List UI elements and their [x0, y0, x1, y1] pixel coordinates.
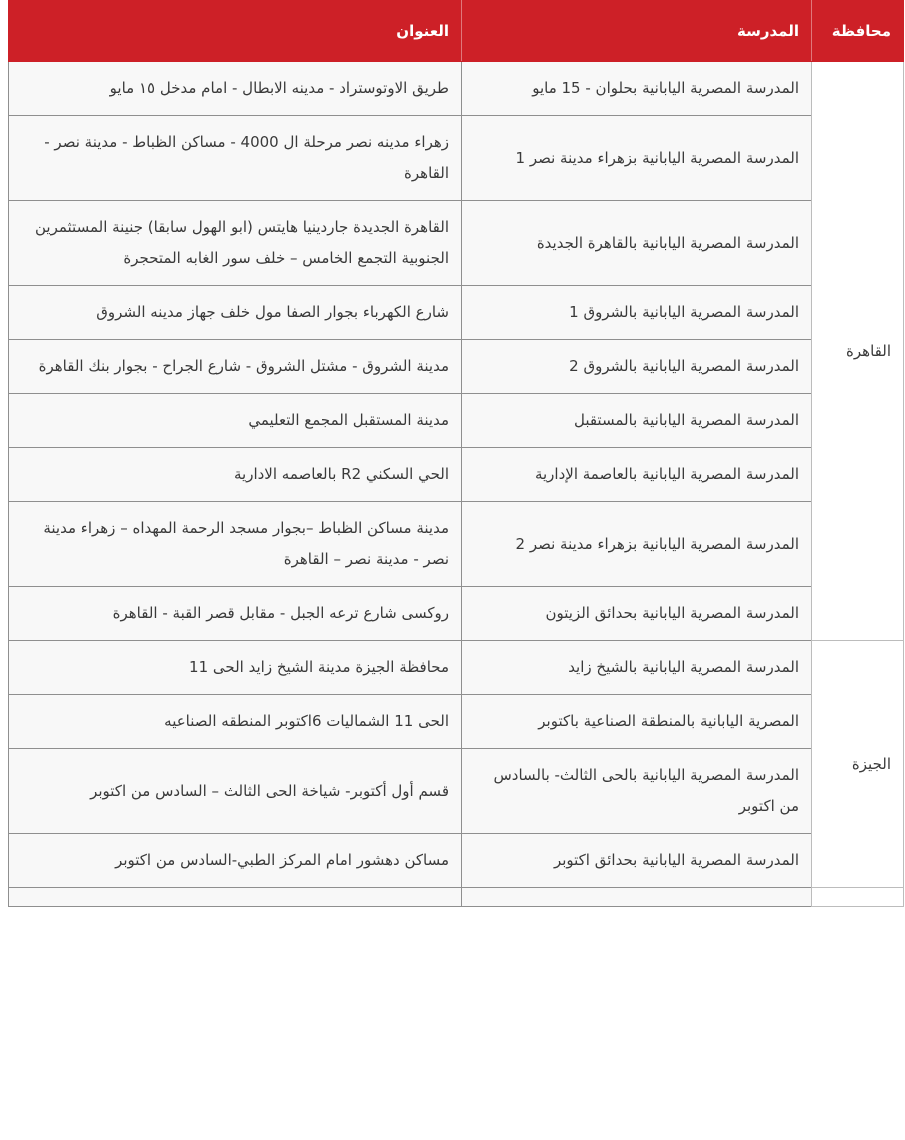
- school-cell: المدرسة المصرية اليابانية بحدائق الزيتون: [462, 587, 812, 641]
- address-cell: زهراء مدينه نصر مرحلة ال 4000 - مساكن الظباط - مدينة نصر - القاهرة: [9, 116, 462, 201]
- header-governorate: محافظة: [812, 1, 904, 62]
- table-row: [9, 695, 904, 749]
- table-row: [9, 201, 904, 286]
- school-cell: المدرسة المصرية اليابانية بالقاهرة الجديدة: [462, 201, 812, 286]
- address-cell: الحي السكني R2 بالعاصمه الادارية: [9, 448, 462, 502]
- table-row: [9, 340, 904, 394]
- address-cell: القاهرة الجديدة جاردينيا هايتس (ابو الهول سابقا) جنينة المستثمرين الجنوبية التجمع الخامس – خلف سور الغابه المتحجرة: [9, 201, 462, 286]
- header-address: العنوان: [9, 1, 462, 62]
- address-cell: مدينة المستقبل المجمع التعليمي: [9, 394, 462, 448]
- table-row: [9, 834, 904, 888]
- empty-cell: [462, 888, 812, 907]
- table-row: [9, 62, 904, 116]
- table-row: [9, 448, 904, 502]
- table-row: [9, 286, 904, 340]
- school-cell: المدرسة المصرية اليابانية بالحى الثالث- بالسادس من اكتوبر: [462, 749, 812, 834]
- address-cell: روكسى شارع ترعه الجبل - مقابل قصر القبة - القاهرة: [9, 587, 462, 641]
- table-row: [9, 116, 904, 201]
- address-cell: محافظة الجيزة مدينة الشيخ زايد الحى 11: [9, 641, 462, 695]
- school-cell: المدرسة المصرية اليابانية بالشيخ زايد: [462, 641, 812, 695]
- table-row: [9, 587, 904, 641]
- address-cell: مدينة الشروق - مشتل الشروق - شارع الجراح - بجوار بنك القاهرة: [9, 340, 462, 394]
- empty-cell: [9, 888, 462, 907]
- schools-table-container: [8, 0, 903, 907]
- school-cell: المصرية اليابانية بالمنطقة الصناعية باكتوبر: [462, 695, 812, 749]
- school-cell: المدرسة المصرية اليابانية بالشروق 2: [462, 340, 812, 394]
- table-row: [9, 641, 904, 695]
- address-cell: مساكن دهشور امام المركز الطبي-السادس من اكتوبر: [9, 834, 462, 888]
- school-cell: المدرسة المصرية اليابانية بزهراء مدينة نصر 1: [462, 116, 812, 201]
- school-cell: المدرسة المصرية اليابانية بزهراء مدينة نصر 2: [462, 502, 812, 587]
- address-cell: الحى 11 الشماليات 6اكتوبر المنطقه الصناعيه: [9, 695, 462, 749]
- address-cell: شارع الكهرباء بجوار الصفا مول خلف جهاز مدينه الشروق: [9, 286, 462, 340]
- school-cell: المدرسة المصرية اليابانية بالمستقبل: [462, 394, 812, 448]
- table-row: [9, 394, 904, 448]
- schools-table: [8, 0, 904, 907]
- address-cell: قسم أول أكتوبر- شياخة الحى الثالث – السادس من اكتوبر: [9, 749, 462, 834]
- table-header-row: [9, 1, 904, 62]
- table-row: [9, 502, 904, 587]
- table-row: [9, 749, 904, 834]
- address-cell: طريق الاوتوستراد - مدينه الابطال - امام مدخل ١٥ مايو: [9, 62, 462, 116]
- header-school: المدرسة: [462, 1, 812, 62]
- empty-cell: [812, 888, 904, 907]
- table-row-partial: [9, 888, 904, 907]
- school-cell: المدرسة المصرية اليابانية بالشروق 1: [462, 286, 812, 340]
- school-cell: المدرسة المصرية اليابانية بحلوان - 15 مايو: [462, 62, 812, 116]
- governorate-cell-giza: الجيزة: [812, 641, 904, 888]
- school-cell: المدرسة المصرية اليابانية بالعاصمة الإدارية: [462, 448, 812, 502]
- governorate-cell-cairo: القاهرة: [812, 62, 904, 641]
- address-cell: مدينة مساكن الظباط –بجوار مسجد الرحمة المهداه – زهراء مدينة نصر - مدينة نصر – القاهرة: [9, 502, 462, 587]
- school-cell: المدرسة المصرية اليابانية بحدائق اكتوبر: [462, 834, 812, 888]
